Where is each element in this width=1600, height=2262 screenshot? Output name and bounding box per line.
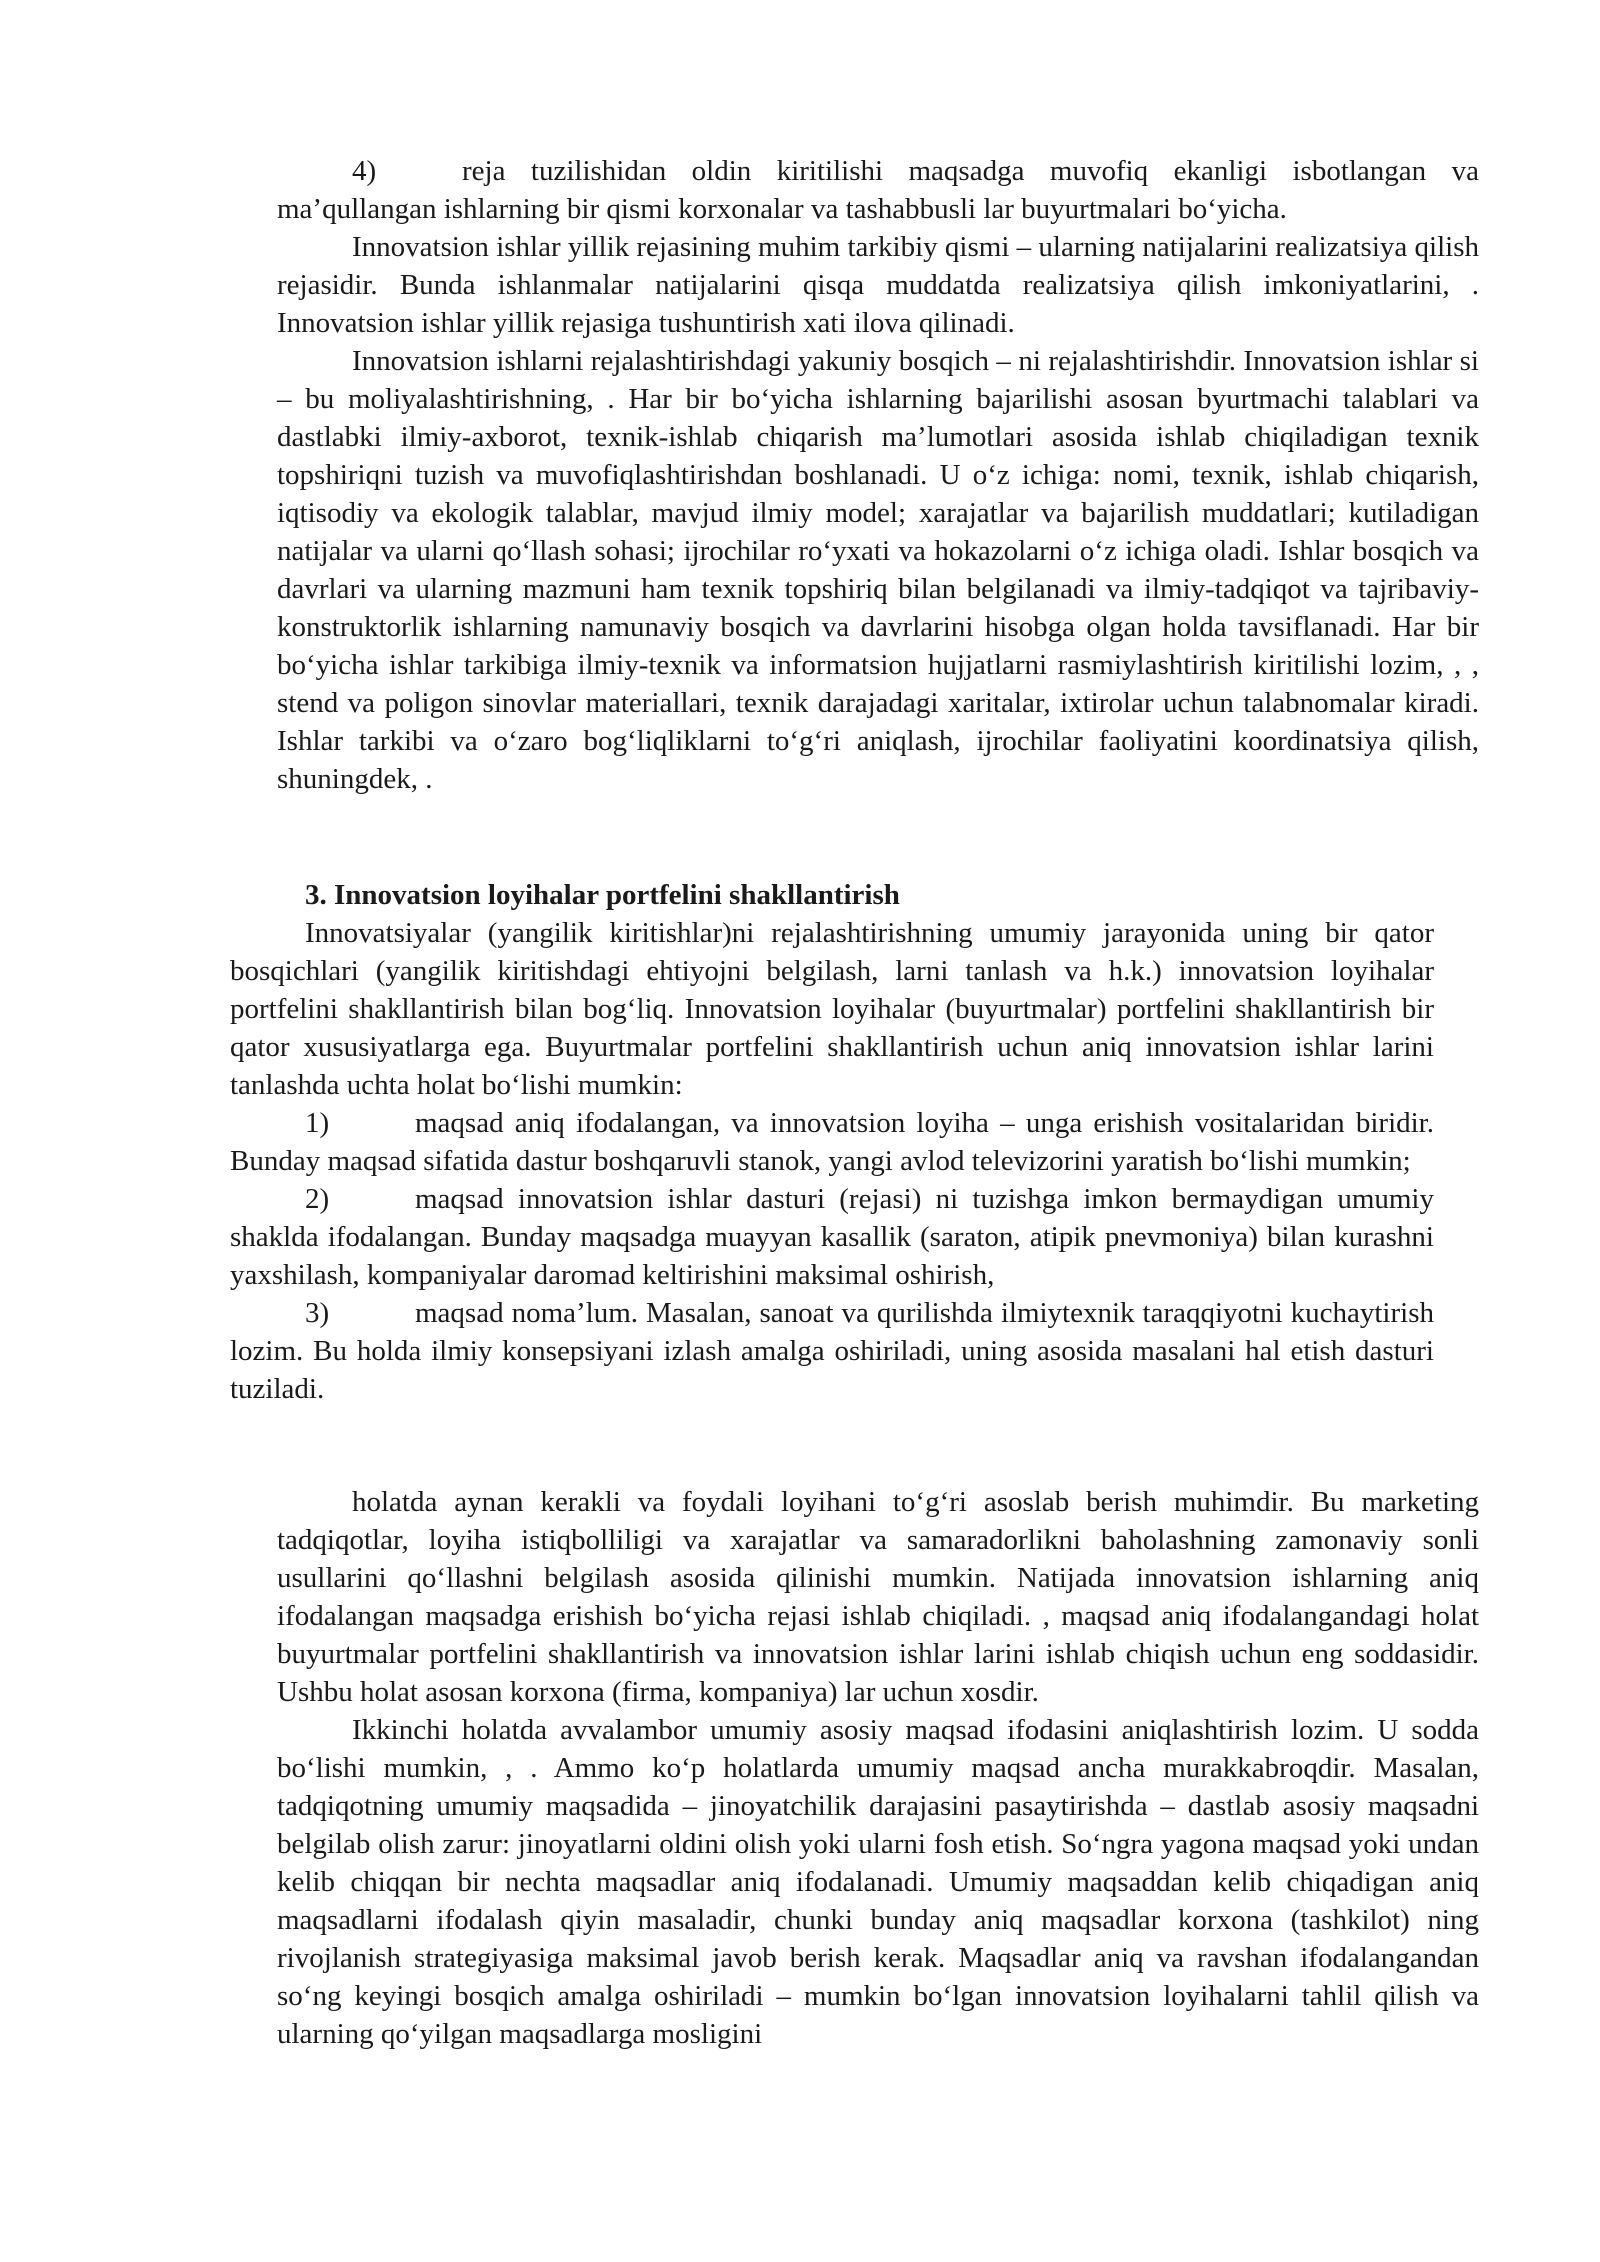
- block-c: [277, 1483, 1479, 2053]
- paragraph: Innovatsiyalar (yangilik kiritishlar)ni rejalashtirishning umumiy jarayonida uning bir qator bosqichlari (yangilik kiritishdagi ehtiyojni belgilash, larni tanlash va h.k.) innovatsion loyihalar portfelini shakllantirish bilan bog‘liq. Innovatsion loyihalar (buyurtmalar) portfelini shakllantirish bir qator xususiyatlarga ega. Buyurtmalar portfelini shakllantirish uchun aniq innovatsion ishlar larini tanlashda uchta holat bo‘lishi mumkin:: [230, 917, 1434, 1101]
- paragraph: Innovatsion ishlar yillik rejasining muhim tarkibiy qismi – ularning natijalarini realizatsiya qilish rejasidir. Bunda ishlanmalar natijalarini qisqa muddatda realizatsiya qilish imkoniyatlarini, . Innovatsion ishlar yillik rejasiga tushuntirish xati ilova qilinadi.: [277, 231, 1479, 339]
- paragraph: Innovatsion ishlarni rejalashtirishdagi yakuniy bosqich – ni rejalashtirishdir. Innovatsion ishlar si – bu moliyalashtirishning, . Har bir bo‘yicha ishlarning bajarilishi asosan byurtmachi talablari va dastlabki ilmiy-axborot, texnik-ishlab chiqarish ma’lumotlari asosida ishlab chiqiladigan texnik topshiriqni tuzish va muvofiqlashtirishdan boshlanadi. U o‘z ichiga: nomi, texnik, ishlab chiqarish, iqtisodiy va ekologik talablar, mavjud ilmiy model; xarajatlar va bajarilish muddatlari; kutiladigan natijalar va ularni qo‘llash sohasi; ijrochilar ro‘yxati va hokazolarni o‘z ichiga oladi. Ishlar bosqich va davrlari va ularning mazmuni ham texnik topshiriq bilan belgilanadi va ilmiy-tadqiqot va tajribaviy-konstruktorlik ishlarning namunaviy bosqich va davrlarini hisobga olgan holda tavsiflanadi. Har bir bo‘yicha ishlar tarkibiga ilmiy-texnik va informatsion hujjatlarni rasmiylashtirish kiritilishi lozim, , , stend va poligon sinovlar materiallari, texnik darajadagi xaritalar, ixtirolar uchun talabnomalar kiradi. Ishlar tarkibi va o‘zaro bog‘liqliklarni to‘g‘ri aniqlash, ijrochilar faoliyatini koordinatsiya qilish, shuningdek, .: [277, 345, 1479, 795]
- list-number: 3): [305, 1297, 330, 1329]
- list-item-2: [230, 1180, 1434, 1294]
- block-b: [230, 876, 1434, 1408]
- list-item-4: [277, 152, 1479, 228]
- paragraph: holatda aynan kerakli va foydali loyihani to‘g‘ri asoslab berish muhimdir. Bu marketing tadqiqotlar, loyiha istiqbolliligi va xarajatlar va samaradorlikni baholashning zamonaviy sonli usullarini qo‘llashni belgilash asosida qilinishi mumkin. Natijada innovatsion ishlarning aniq ifodalangan maqsadga erishish bo‘yicha rejasi ishlab chiqiladi. , maqsad aniq ifodalangandagi holat buyurtmalar portfelini shakllantirish va innovatsion ishlar larini ishlab chiqish uchun eng soddasidir. Ushbu holat asosan korxona (firma, kompaniya) lar uchun xosdir.: [277, 1486, 1479, 1708]
- list-number: 4): [352, 155, 377, 187]
- block-a: [277, 152, 1479, 798]
- section-heading: 3. Innovatsion loyihalar portfelini shakllantirish: [305, 879, 900, 911]
- list-item-text: reja tuzilishidan oldin kiritilishi maqsadga muvofiq ekanligi isbotlangan va ma’qullangan ishlarning bir qismi korxonalar va tashabbusli lar buyurtmalari bo‘yicha.: [277, 155, 1479, 225]
- list-item-text: maqsad innovatsion ishlar dasturi (rejasi) ni tuzishga imkon bermaydigan umumiy shaklda ifodalangan. Bunday maqsadga muayyan kasallik (saraton, atipik pnevmoniya) bilan kurashni yaxshilash, kompaniyalar daromad keltirishini maksimal oshirish,: [230, 1183, 1434, 1291]
- list-item-3: [230, 1294, 1434, 1408]
- paragraph: Ikkinchi holatda avvalambor umumiy asosiy maqsad ifodasini aniqlashtirish lozim. U sodda bo‘lishi mumkin, , . Ammo ko‘p holatlarda umumiy maqsad ancha murakkabroqdir. Masalan, tadqiqotning umumiy maqsadida – jinoyatchilik darajasini pasaytirishda – dastlab asosiy maqsadni belgilab olish zarur: jinoyatlarni oldini olish yoki ularni fosh etish. So‘ngra yagona maqsad yoki undan kelib chiqqan bir nechta maqsadlar aniq ifodalanadi. Umumiy maqsaddan kelib chiqadigan aniq maqsadlarni ifodalash qiyin masaladir, chunki bunday aniq maqsadlar korxona (tashkilot) ning rivojlanish strategiyasiga maksimal javob berish kerak. Maqsadlar aniq va ravshan ifodalangandan so‘ng keyingi bosqich amalga oshiriladi – mumkin bo‘lgan innovatsion loyihalarni tahlil qilish va ularning qo‘yilgan maqsadlarga mosligini: [277, 1714, 1479, 2050]
- list-item-text: maqsad aniq ifodalangan, va innovatsion loyiha – unga erishish vositalaridan biridir. Bunday maqsad sifatida dastur boshqaruvli stanok, yangi avlod televizorini yaratish bo‘lishi mumkin;: [230, 1107, 1434, 1177]
- list-number: 2): [305, 1183, 330, 1215]
- list-item-1: [230, 1104, 1434, 1180]
- list-item-text: maqsad noma’lum. Masalan, sanoat va qurilishda ilmiytexnik taraqqiyotni kuchaytirish lozim. Bu holda ilmiy konsepsiyani izlash amalga oshiriladi, uning asosida masalani hal etish dasturi tuziladi.: [230, 1297, 1434, 1405]
- list-number: 1): [305, 1107, 330, 1139]
